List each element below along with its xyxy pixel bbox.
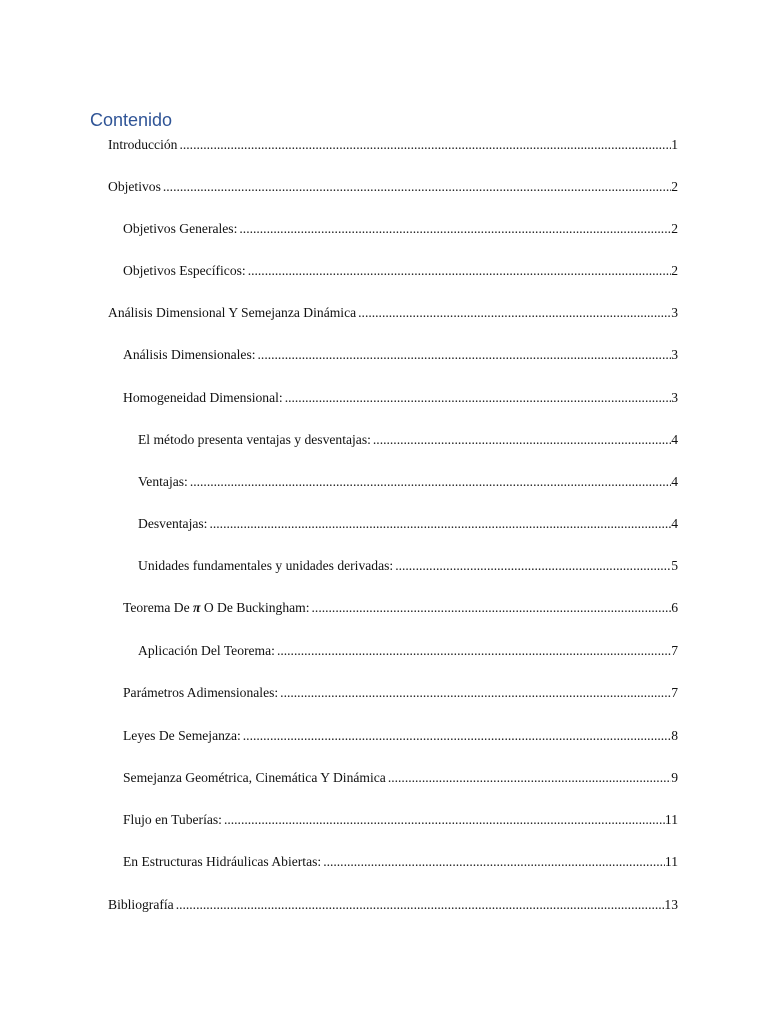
toc-page-number: 8 xyxy=(671,728,678,743)
toc-entry-analisis-dimensionales[interactable] xyxy=(123,345,678,365)
toc-entry-analisis-dimensional[interactable] xyxy=(108,303,678,323)
toc-page-number: 7 xyxy=(671,643,678,658)
toc-page-number: 4 xyxy=(671,516,678,531)
toc-dot-leader xyxy=(386,768,671,788)
toc-entry-title: Homogeneidad Dimensional: xyxy=(123,390,283,405)
toc-page-number: 2 xyxy=(671,179,678,194)
toc-entry-ventajas-desventajas[interactable] xyxy=(138,430,678,450)
toc-entry-title: Análisis Dimensional Y Semejanza Dinámica xyxy=(108,305,357,320)
toc-page-number: 1 xyxy=(671,137,678,152)
toc-entry-objetivos-especificos[interactable] xyxy=(123,261,678,281)
toc-page-number: 11 xyxy=(664,854,678,869)
toc-entry-title: Parámetros Adimensionales: xyxy=(123,685,279,700)
toc-entry-aplicacion-teorema[interactable] xyxy=(138,641,678,661)
toc-dot-leader xyxy=(356,303,671,323)
toc-entry-title: Leyes De Semejanza: xyxy=(123,728,241,743)
toc-dot-leader xyxy=(278,683,671,703)
toc-entry-ventajas[interactable] xyxy=(138,472,678,492)
toc-page-number: 2 xyxy=(671,263,678,278)
toc-entry-bibliografia[interactable] xyxy=(108,895,678,915)
toc-entry-title: Flujo en Tuberías: xyxy=(123,812,222,827)
toc-entry-title: El método presenta ventajas y desventajas: xyxy=(138,432,371,447)
toc-page-number: 3 xyxy=(671,347,678,362)
toc-entry-title: Objetivos Generales: xyxy=(123,221,238,236)
toc-dot-leader xyxy=(188,472,671,492)
toc-page-number: 4 xyxy=(671,474,678,489)
toc-dot-leader xyxy=(177,135,671,155)
toc-heading: Contenido xyxy=(90,110,173,130)
toc-dot-leader xyxy=(207,514,671,534)
toc-entry-title-end: O De Buckingham: xyxy=(200,600,310,615)
toc-entry-title: Introducción xyxy=(108,137,178,152)
toc-entry-homogeneidad-dimensional[interactable] xyxy=(123,388,678,408)
toc-entry-title: Ventajas: xyxy=(138,474,188,489)
toc-dot-leader xyxy=(371,430,671,450)
toc-page-number: 3 xyxy=(671,390,678,405)
toc-entry-semejanza-geometrica[interactable] xyxy=(123,768,678,788)
toc-entry-title: Desventajas: xyxy=(138,516,208,531)
toc-entry-flujo-tuberias[interactable] xyxy=(123,810,678,830)
toc-page-number: 4 xyxy=(671,432,678,447)
toc-page-number: 2 xyxy=(671,221,678,236)
toc-dot-leader xyxy=(310,598,672,618)
toc-entry-unidades[interactable] xyxy=(138,556,678,576)
toc-dot-leader xyxy=(237,219,671,239)
toc-dot-leader xyxy=(283,388,672,408)
toc-entry-teorema-pi[interactable] xyxy=(123,598,678,618)
toc-dot-leader xyxy=(246,261,672,281)
toc-dot-leader xyxy=(174,895,665,915)
toc-entry-objetivos[interactable] xyxy=(108,177,678,197)
toc-page-number: 5 xyxy=(671,558,678,573)
toc-dot-leader xyxy=(275,641,671,661)
toc-entry-parametros-adimensionales[interactable] xyxy=(123,683,678,703)
toc-page-number: 6 xyxy=(671,600,678,615)
toc-dot-leader xyxy=(256,345,672,365)
toc-page-number: 9 xyxy=(671,770,678,785)
toc-page-number: 7 xyxy=(671,685,678,700)
toc-entry-title: Aplicación Del Teorema: xyxy=(138,643,275,658)
toc-page-number: 11 xyxy=(664,812,678,827)
toc-entry-leyes-semejanza[interactable] xyxy=(123,726,678,746)
toc-entry-title: Semejanza Geométrica, Cinemática Y Dinámica xyxy=(123,770,386,785)
toc-entry-title: En Estructuras Hidráulicas Abiertas: xyxy=(123,854,322,869)
toc-entry-objetivos-generales[interactable] xyxy=(123,219,678,239)
pi-symbol: π xyxy=(193,600,201,615)
toc-entry-title-start: Teorema De xyxy=(123,600,193,615)
toc-entry-desventajas[interactable] xyxy=(138,514,678,534)
toc-entry-title: Objetivos xyxy=(108,179,161,194)
toc-dot-leader xyxy=(241,726,671,746)
toc-page-number: 13 xyxy=(664,897,678,912)
toc-entry-title xyxy=(123,598,310,618)
toc-entry-title: Bibliografía xyxy=(108,897,174,912)
toc-entry-title: Objetivos Específicos: xyxy=(123,263,246,278)
toc-dot-leader xyxy=(161,177,671,197)
toc-dot-leader xyxy=(222,810,665,830)
toc-page-number: 3 xyxy=(671,305,678,320)
toc-entry-estructuras-hidraulicas[interactable] xyxy=(123,852,678,872)
toc-entry-title: Unidades fundamentales y unidades derivadas: xyxy=(138,558,394,573)
toc-entry-introduccion[interactable] xyxy=(108,135,678,155)
toc-entry-title: Análisis Dimensionales: xyxy=(123,347,256,362)
toc-dot-leader xyxy=(393,556,671,576)
toc-dot-leader xyxy=(321,852,665,872)
